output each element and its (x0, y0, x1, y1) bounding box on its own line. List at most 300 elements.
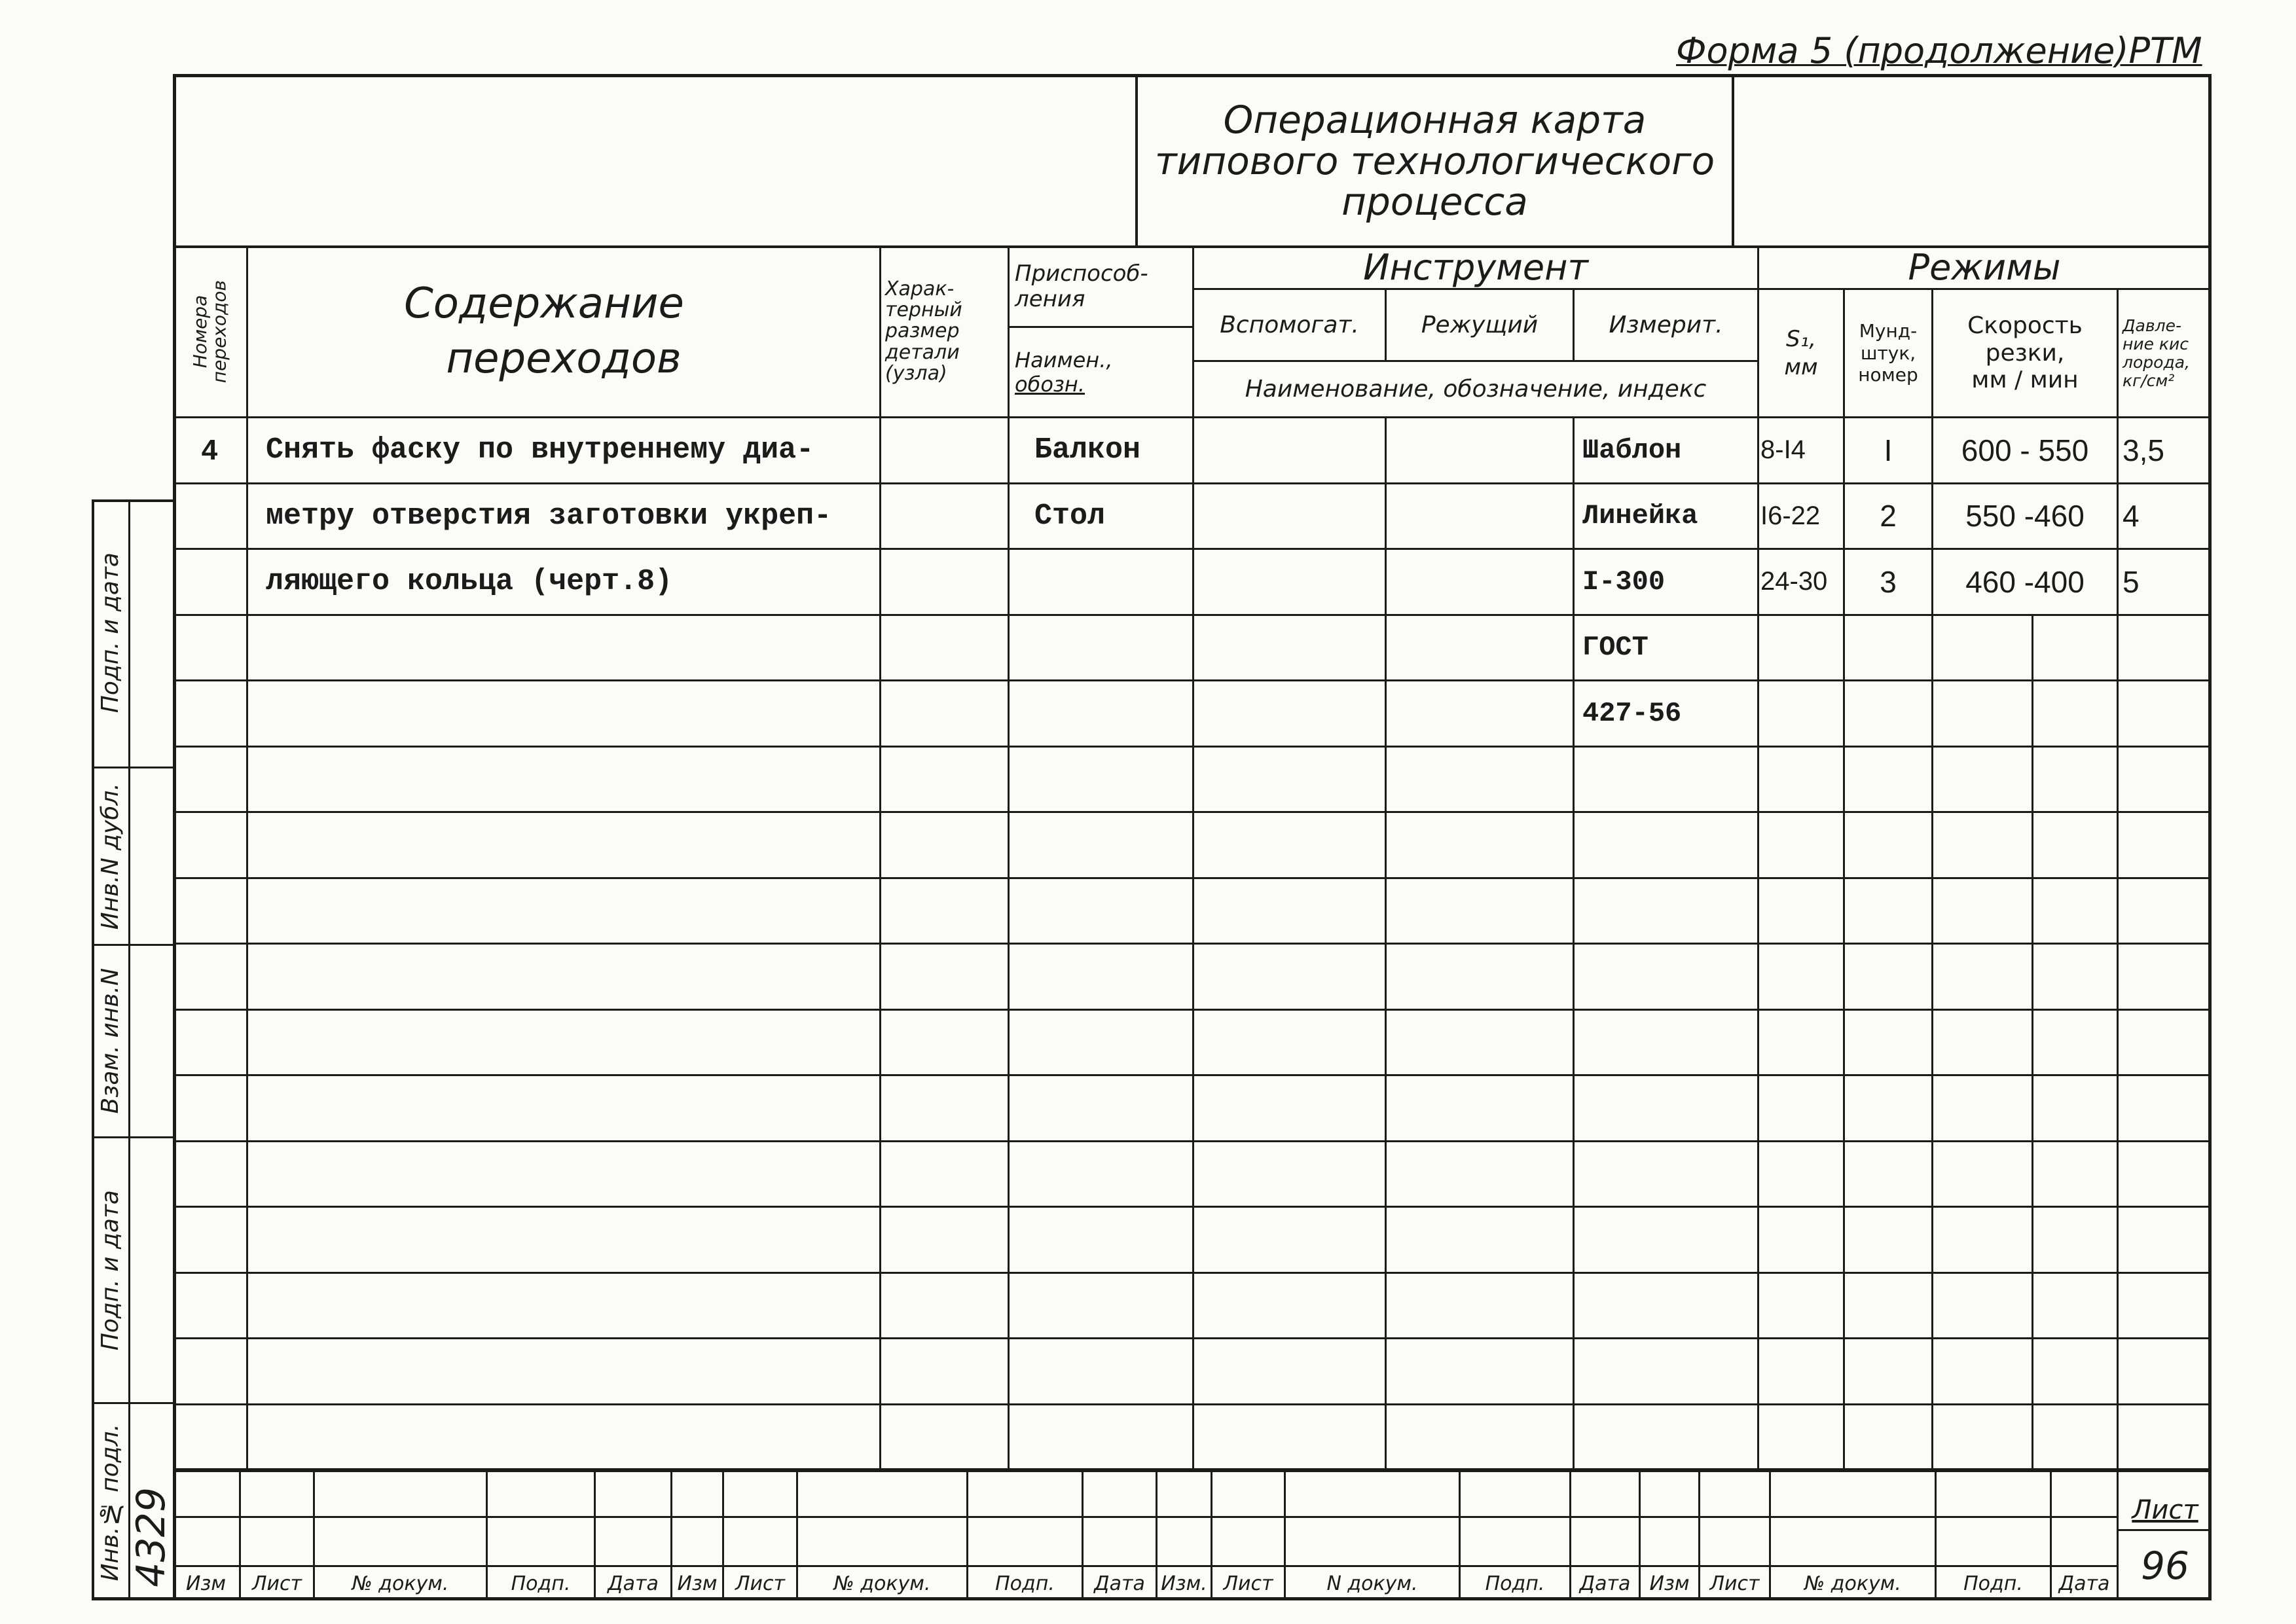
aux-tool-cell (1194, 1339, 1387, 1405)
oxygen-pressure-cell (2119, 748, 2212, 814)
nozzle-number-cell: I (1845, 418, 1933, 484)
revision-entry-cell (798, 1518, 968, 1567)
characteristic-size-cell (881, 484, 1010, 550)
transition-content-cell (248, 1208, 881, 1274)
measuring-tool-cell (1575, 1405, 1759, 1471)
transition-content-cell: Снять фаску по внутреннему диа- (248, 418, 881, 484)
revision-column-label: № докум. (1771, 1567, 1937, 1600)
strip-duplicate-inventory (92, 768, 173, 946)
fixture-cell (1010, 748, 1194, 814)
cutting-speed-cell (1933, 681, 2119, 748)
thickness-cell (1759, 1339, 1845, 1405)
transition-number-cell (173, 1208, 248, 1274)
sheet-number: 96 (2141, 1543, 2189, 1588)
header-line: переходов (446, 334, 682, 383)
nozzle-number-cell: 2 (1845, 484, 1933, 550)
fixture-cell (1010, 945, 1194, 1011)
document-title (1135, 74, 1734, 248)
header-line: Инструмент (1363, 247, 1588, 288)
cutting-speed-cell (1933, 1339, 2119, 1405)
thickness-cell (1759, 813, 1845, 879)
revision-column-label: N докум. (1286, 1567, 1461, 1600)
transition-number-header (173, 247, 248, 418)
header-line: кг/см² (2123, 370, 2175, 390)
cutting-speed-cell (1933, 945, 2119, 1011)
oxygen-pressure-cell (2119, 1405, 2212, 1471)
revision-column-label: № докум. (315, 1567, 488, 1600)
nozzle-number-cell (1845, 1011, 1933, 1077)
thickness-cell (1759, 1142, 1845, 1208)
revision-entry-cell (241, 1471, 315, 1518)
revision-entry-cell (488, 1471, 596, 1518)
characteristic-size-cell (881, 681, 1010, 748)
thickness-cell (1759, 616, 1845, 682)
revision-entry-cell (1641, 1518, 1700, 1567)
nozzle-header (1845, 290, 1933, 418)
thickness-cell (1759, 1208, 1845, 1274)
measuring-tool-header (1575, 290, 1759, 362)
transition-number-cell (173, 1339, 248, 1405)
thickness-header (1759, 290, 1845, 418)
oxygen-pressure-cell: 5 (2119, 550, 2212, 616)
strip-label: Инв.N дубл. (96, 782, 124, 930)
revision-entry-cell (798, 1471, 968, 1518)
measuring-tool-cell (1575, 1339, 1759, 1405)
revision-entry-cell (173, 1471, 241, 1518)
strip-original-inventory (92, 1404, 173, 1600)
revision-entry-cell (1084, 1471, 1157, 1518)
fixture-cell (1010, 1339, 1194, 1405)
aux-tool-cell (1194, 945, 1387, 1011)
oxygen-pressure-cell (2119, 616, 2212, 682)
strip-label: Взам. инв.N (96, 968, 124, 1114)
fixtures-name-header (1010, 328, 1194, 418)
characteristic-size-cell (881, 1339, 1010, 1405)
characteristic-size-header (881, 247, 1010, 418)
transitions-table (173, 418, 2212, 1471)
title-line: процесса (1341, 179, 1528, 225)
measuring-tool-cell: ГОСТ (1575, 616, 1759, 682)
header-line: Вспомогат. (1220, 312, 1359, 338)
transition-number-cell (173, 550, 248, 616)
nozzle-number-cell (1845, 1405, 1933, 1471)
cutting-tool-cell (1387, 748, 1575, 814)
speed-column-divider (2032, 615, 2033, 1471)
cutting-tool-cell (1387, 1339, 1575, 1405)
transition-content-cell (248, 1405, 881, 1471)
measuring-tool-cell (1575, 1011, 1759, 1077)
header-line: ления (1015, 285, 1085, 312)
transition-number-cell (173, 681, 248, 748)
revision-entry-cell (1084, 1518, 1157, 1567)
revision-entry-cell (488, 1518, 596, 1567)
revision-column-label: Изм. (1157, 1567, 1212, 1600)
revision-entry-cell (1212, 1471, 1286, 1518)
characteristic-size-cell (881, 748, 1010, 814)
transition-content-cell: метру отверстия заготовки укреп- (248, 484, 881, 550)
strip-replacement-inventory (92, 946, 173, 1138)
fixture-cell (1010, 1142, 1194, 1208)
oxygen-pressure-cell (2119, 945, 2212, 1011)
aux-tool-cell (1194, 484, 1387, 550)
header-line: переходов (208, 280, 230, 384)
transition-content-cell: ляющего кольца (черт.8) (248, 550, 881, 616)
characteristic-size-cell (881, 879, 1010, 945)
characteristic-size-cell (881, 616, 1010, 682)
aux-tool-header (1194, 290, 1387, 362)
revision-column-label: Подп. (488, 1567, 596, 1600)
revision-entry-cell (968, 1518, 1084, 1567)
transition-number-cell (173, 616, 248, 682)
cutting-speed-cell (1933, 1011, 2119, 1077)
aux-tool-cell (1194, 879, 1387, 945)
oxygen-pressure-cell (2119, 1076, 2212, 1142)
revision-column-label: Лист (1212, 1567, 1286, 1600)
transition-number-cell (173, 879, 248, 945)
fixture-cell (1010, 1076, 1194, 1142)
thickness-cell (1759, 1076, 1845, 1142)
revision-column-label: Дата (2052, 1567, 2119, 1600)
measuring-tool-cell (1575, 879, 1759, 945)
cutting-speed-cell (1933, 1274, 2119, 1340)
revision-entry-cell (241, 1518, 315, 1567)
thickness-cell (1759, 748, 1845, 814)
cutting-speed-cell (1933, 1405, 2119, 1471)
thickness-cell (1759, 681, 1845, 748)
thickness-cell (1759, 1274, 1845, 1340)
header-line: Наименование, обозначение, индекс (1245, 376, 1707, 403)
fixture-cell (1010, 550, 1194, 616)
transition-content-cell (248, 1274, 881, 1340)
revision-column-label: Дата (1571, 1567, 1641, 1600)
cutting-speed-cell (1933, 1142, 2119, 1208)
oxygen-pressure-cell (2119, 1142, 2212, 1208)
transition-content-cell (248, 1142, 881, 1208)
measuring-tool-cell (1575, 1274, 1759, 1340)
thickness-cell (1759, 1011, 1845, 1077)
revision-entry-cell (1461, 1471, 1571, 1518)
aux-tool-cell (1194, 418, 1387, 484)
oxygen-pressure-cell: 3,5 (2119, 418, 2212, 484)
revision-column-label: Дата (596, 1567, 672, 1600)
aux-tool-cell (1194, 1274, 1387, 1340)
aux-tool-cell (1194, 813, 1387, 879)
cutting-speed-cell: 550 -460 (1933, 484, 2119, 550)
oxygen-pressure-cell (2119, 879, 2212, 945)
header-line: резки, (1985, 339, 2065, 367)
thickness-cell: I6-22 (1759, 484, 1845, 550)
transition-number-cell (173, 1076, 248, 1142)
transition-content-cell (248, 616, 881, 682)
cutting-tool-cell (1387, 813, 1575, 879)
header-line: Режимы (1908, 247, 2061, 288)
revision-entry-cell (1157, 1471, 1212, 1518)
oxygen-pressure-cell (2119, 1274, 2212, 1340)
header-line: лорода, (2123, 352, 2190, 372)
fixtures-header (1010, 247, 1194, 328)
characteristic-size-cell (881, 1076, 1010, 1142)
cutting-speed-cell: 460 -400 (1933, 550, 2119, 616)
aux-tool-cell (1194, 1405, 1387, 1471)
revision-column-label: Подп. (1937, 1567, 2052, 1600)
header-line: (узла) (885, 362, 947, 386)
aux-tool-cell (1194, 1208, 1387, 1274)
cutting-tool-cell (1387, 1142, 1575, 1208)
cutting-tool-header (1387, 290, 1575, 362)
oxygen-pressure-cell: 4 (2119, 484, 2212, 550)
cutting-speed-cell (1933, 1208, 2119, 1274)
modes-header (1759, 247, 2212, 290)
aux-tool-cell (1194, 550, 1387, 616)
tool-header (1194, 247, 1759, 290)
revision-entry-cell (2052, 1518, 2119, 1567)
revision-block (173, 1471, 2119, 1600)
revision-column-label: Изм (173, 1567, 241, 1600)
header-line: ние кис (2123, 334, 2189, 353)
sheet-label: Лист (2119, 1471, 2212, 1531)
revision-entry-cell (1641, 1471, 1700, 1518)
revision-column-label: Дата (1084, 1567, 1157, 1600)
measuring-tool-cell (1575, 748, 1759, 814)
revision-entry-cell (1937, 1471, 2052, 1518)
revision-column-label: Изм (672, 1567, 724, 1600)
header-line: Скорость (1967, 312, 2083, 340)
header-line: детали (885, 340, 960, 364)
revision-column-label: Подп. (1461, 1567, 1571, 1600)
revision-column-label: Лист (241, 1567, 315, 1600)
nozzle-number-cell (1845, 879, 1933, 945)
measuring-tool-cell (1575, 945, 1759, 1011)
revision-entry-cell (1571, 1471, 1641, 1518)
transition-number-cell (173, 1405, 248, 1471)
characteristic-size-cell (881, 550, 1010, 616)
header-line: мм / мин (1971, 367, 2079, 394)
characteristic-size-cell (881, 1405, 1010, 1471)
header-line: размер (885, 319, 960, 343)
revision-entry-cell (1286, 1471, 1461, 1518)
aux-tool-cell (1194, 1142, 1387, 1208)
aux-tool-cell (1194, 748, 1387, 814)
transition-number-cell: 4 (173, 418, 248, 484)
cutting-tool-cell (1387, 1274, 1575, 1340)
nozzle-number-cell (1845, 945, 1933, 1011)
cutting-tool-cell (1387, 681, 1575, 748)
fixture-cell (1010, 616, 1194, 682)
cutting-speed-cell (1933, 813, 2119, 879)
nozzle-number-cell (1845, 616, 1933, 682)
nozzle-number-cell (1845, 1208, 1933, 1274)
nozzle-number-cell (1845, 1274, 1933, 1340)
revision-entry-cell (1937, 1518, 2052, 1567)
revision-entry-cell (672, 1518, 724, 1567)
header-line: Харак- (885, 277, 955, 300)
header-line: Номера (189, 295, 211, 369)
cutting-speed-cell: 600 - 550 (1933, 418, 2119, 484)
cutting-tool-cell (1387, 1011, 1575, 1077)
nozzle-number-cell (1845, 1339, 1933, 1405)
transition-content-cell (248, 879, 881, 945)
nozzle-number-cell (1845, 813, 1933, 879)
characteristic-size-cell (881, 945, 1010, 1011)
cutting-tool-cell (1387, 418, 1575, 484)
transition-number-cell (173, 1142, 248, 1208)
revision-entry-cell (315, 1518, 488, 1567)
transition-number-cell (173, 1274, 248, 1340)
oxygen-pressure-cell (2119, 813, 2212, 879)
header-line: S₁, (1785, 326, 1817, 352)
revision-entry-cell (672, 1471, 724, 1518)
header-line: Приспособ- (1015, 261, 1148, 287)
aux-tool-cell (1194, 616, 1387, 682)
cutting-speed-cell (1933, 616, 2119, 682)
strip-label: Подп. и дата (96, 552, 124, 713)
cutting-tool-cell (1387, 879, 1575, 945)
measuring-tool-cell: Линейка (1575, 484, 1759, 550)
characteristic-size-cell (881, 1274, 1010, 1340)
nozzle-number-cell (1845, 1142, 1933, 1208)
form-label: Форма 5 (продолжение)РТМ (1676, 30, 2202, 71)
nozzle-number-cell (1845, 1076, 1933, 1142)
cutting-tool-cell (1387, 550, 1575, 616)
thickness-cell (1759, 1405, 1845, 1471)
header-line: обозн. (1015, 371, 1085, 397)
fixture-cell (1010, 1274, 1194, 1340)
transition-content-cell (248, 1076, 881, 1142)
revision-column-label: Изм (1641, 1567, 1700, 1600)
revision-entry-cell (596, 1471, 672, 1518)
aux-tool-cell (1194, 1076, 1387, 1142)
characteristic-size-cell (881, 418, 1010, 484)
transition-number-cell (173, 945, 248, 1011)
strip-label: Подп. и дата (96, 1189, 124, 1351)
revision-entry-cell (173, 1518, 241, 1567)
header-line: Содержание (404, 280, 684, 329)
revision-entry-cell (1461, 1518, 1571, 1567)
nozzle-number-cell (1845, 681, 1933, 748)
transition-content-cell (248, 945, 881, 1011)
thickness-cell (1759, 945, 1845, 1011)
cutting-speed-cell (1933, 879, 2119, 945)
transition-content-cell (248, 813, 881, 879)
nozzle-number-cell (1845, 748, 1933, 814)
revision-entry-cell (1771, 1518, 1937, 1567)
oxygen-pressure-cell (2119, 681, 2212, 748)
strip-signature-date-2 (92, 1138, 173, 1404)
transition-content-cell (248, 1339, 881, 1405)
measuring-tool-cell (1575, 1076, 1759, 1142)
fixture-cell: Балкон (1010, 418, 1194, 484)
revision-entry-cell (2052, 1471, 2119, 1518)
fixture-cell (1010, 1405, 1194, 1471)
revision-entry-cell (315, 1471, 488, 1518)
title-line: Операционная карта (1223, 98, 1647, 143)
cutting-tool-cell (1387, 484, 1575, 550)
nozzle-number-cell: 3 (1845, 550, 1933, 616)
transition-number-cell (173, 1011, 248, 1077)
measuring-tool-cell (1575, 813, 1759, 879)
header-line: номер (1858, 364, 1918, 386)
transition-number-cell (173, 484, 248, 550)
characteristic-size-cell (881, 1208, 1010, 1274)
fixture-cell (1010, 1011, 1194, 1077)
oxygen-pressure-cell (2119, 1208, 2212, 1274)
revision-entry-cell (1157, 1518, 1212, 1567)
revision-entry-cell (1286, 1518, 1461, 1567)
characteristic-size-cell (881, 1011, 1010, 1077)
fixture-cell: Стол (1010, 484, 1194, 550)
measuring-tool-cell: Шаблон (1575, 418, 1759, 484)
cutting-tool-cell (1387, 1208, 1575, 1274)
fixture-cell (1010, 879, 1194, 945)
header-line: штук, (1860, 342, 1916, 364)
fixture-cell (1010, 1208, 1194, 1274)
transition-content-cell (248, 748, 881, 814)
revision-entry-cell (1771, 1471, 1937, 1518)
cutting-speed-header (1933, 290, 2119, 418)
aux-tool-cell (1194, 681, 1387, 748)
header-line: Мунд- (1859, 320, 1918, 342)
fixture-cell (1010, 813, 1194, 879)
revision-entry-cell (596, 1518, 672, 1567)
cutting-speed-cell (1933, 1076, 2119, 1142)
revision-entry-cell (1700, 1471, 1771, 1518)
header-line: Режущий (1421, 312, 1539, 338)
revision-entry-cell (724, 1471, 798, 1518)
header-line: мм (1784, 353, 1818, 380)
revision-column-label: № докум. (798, 1567, 968, 1600)
thickness-cell (1759, 879, 1845, 945)
transition-number-cell (173, 813, 248, 879)
header-line: Измерит. (1609, 312, 1723, 338)
revision-entry-cell (724, 1518, 798, 1567)
transition-content-header (248, 247, 881, 418)
revision-entry-cell (968, 1471, 1084, 1518)
revision-column-label: Подп. (968, 1567, 1084, 1600)
revision-entry-cell (1700, 1518, 1771, 1567)
header-line: Давле- (2123, 316, 2181, 335)
cutting-tool-cell (1387, 945, 1575, 1011)
characteristic-size-cell (881, 1142, 1010, 1208)
transition-content-cell (248, 1011, 881, 1077)
strip-signature-date-1 (92, 499, 173, 768)
fixture-cell (1010, 681, 1194, 748)
revision-entry-cell (1212, 1518, 1286, 1567)
oxygen-pressure-cell (2119, 1011, 2212, 1077)
oxygen-pressure-header (2119, 290, 2212, 418)
cutting-speed-cell (1933, 748, 2119, 814)
revision-column-label: Лист (724, 1567, 798, 1600)
characteristic-size-cell (881, 813, 1010, 879)
measuring-tool-cell: 427-56 (1575, 681, 1759, 748)
thickness-cell: 8-I4 (1759, 418, 1845, 484)
cutting-tool-cell (1387, 1405, 1575, 1471)
aux-tool-cell (1194, 1011, 1387, 1077)
header-line: Наимен., (1015, 347, 1113, 372)
tool-names-header (1194, 362, 1759, 418)
thickness-cell: 24-30 (1759, 550, 1845, 616)
measuring-tool-cell (1575, 1208, 1759, 1274)
cutting-tool-cell (1387, 1076, 1575, 1142)
cutting-tool-cell (1387, 616, 1575, 682)
revision-column-label: Лист (1700, 1567, 1771, 1600)
transition-content-cell (248, 681, 881, 748)
transition-number-cell (173, 748, 248, 814)
revision-entry-cell (1571, 1518, 1641, 1567)
title-line: типового технологического (1154, 138, 1715, 183)
measuring-tool-cell: I-300 (1575, 550, 1759, 616)
header-line: терный (885, 298, 962, 321)
oxygen-pressure-cell (2119, 1339, 2212, 1405)
